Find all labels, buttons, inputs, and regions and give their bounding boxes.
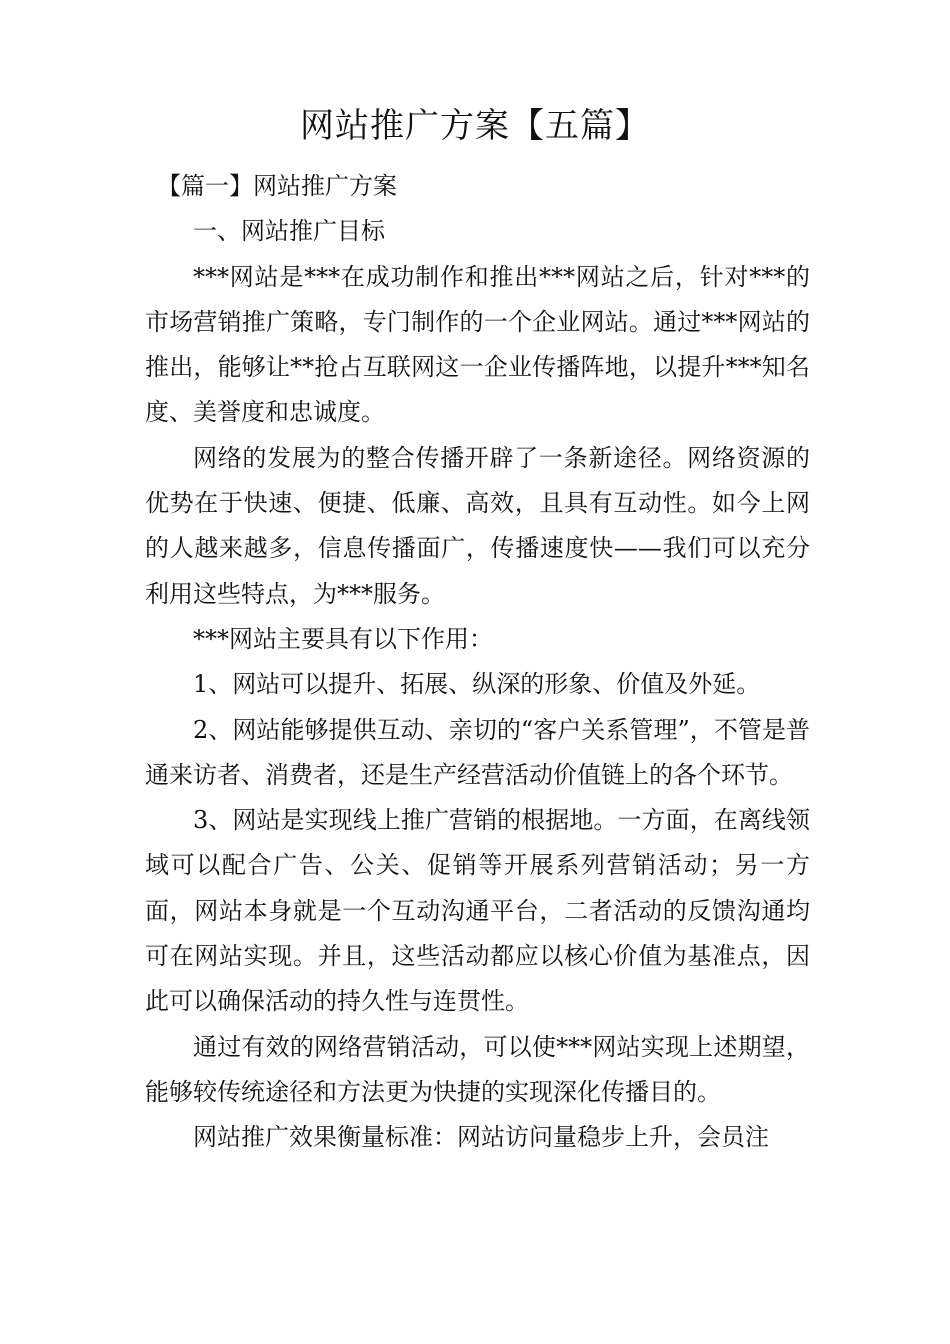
document-body (145, 164, 810, 1161)
paragraph: 通过有效的网络营销活动，可以使***网站实现上述期望，能够较传统途径和方法更为快捷的实现深化传播目的。 (145, 1032, 810, 1106)
paragraph: ***网站是***在成功制作和推出***网站之后，针对***的市场营销推广策略，专门制作的一个企业网站。通过***网站的推出，能够让**抢占互联网这一企业传播阵地，以提升***知名度、美誉度和忠诚度。 (145, 262, 810, 427)
paragraph: ***网站主要具有以下作用： (193, 624, 493, 653)
list-item: 3、网站是实现线上推广营销的根据地。一方面，在离线领域可以配合广告、公关、促销等开展系列营销活动；另一方面，网站本身就是一个互动沟通平台，二者活动的反馈沟通均可在网站实现。并且，这些活动都应以核心价值为基准点，因此可以确保活动的持久性与连贯性。 (145, 806, 810, 1016)
subheading-goal: 一、网站推广目标 (193, 217, 385, 246)
list-item: 1、网站可以提升、拓展、纵深的形象、价值及外延。 (193, 670, 761, 699)
list-item: 2、网站能够提供互动、亲切的“客户关系管理”，不管是普通来访者、消费者，还是生产经营活动价值链上的各个环节。 (145, 715, 810, 789)
section-heading: 【篇一】网站推广方案 (157, 172, 397, 200)
paragraph: 网站推广效果衡量标准：网站访问量稳步上升，会员注 (193, 1123, 769, 1152)
paragraph: 网络的发展为的整合传播开辟了一条新途径。网络资源的优势在于快速、便捷、低廉、高效，且具有互动性。如今上网的人越来越多，信息传播面广，传播速度快——我们可以充分利用这些特点，为***服务。 (145, 443, 810, 608)
document-title: 网站推广方案【五篇】 (300, 106, 650, 146)
